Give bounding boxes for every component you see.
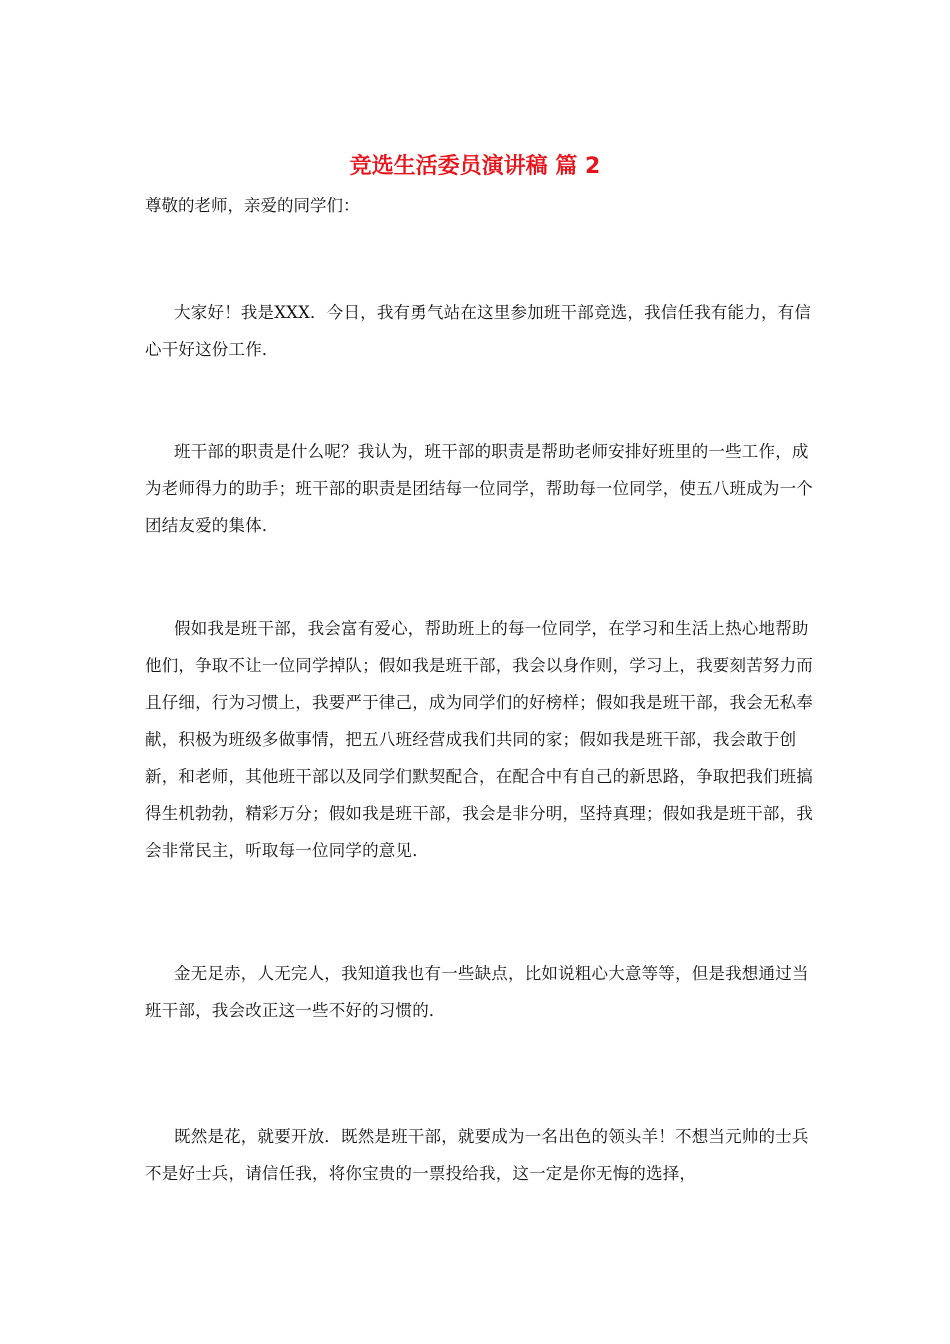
paragraph-1: 大家好！我是XXX．今日，我有勇气站在这里参加班干部竞选，我信任我有能力，有信心干好这份工作． bbox=[145, 303, 812, 359]
paragraph-3: 假如我是班干部，我会富有爱心，帮助班上的每一位同学，在学习和生活上热心地帮助他们，争取不让一位同学掉队；假如我是班干部，我会以身作则，学习上，我要刻苦努力而且仔细，行为习惯上，我要严于律己，成为同学们的好榜样；假如我是班干部，我会无私奉献，积极为班级多做事情，把五八班经营成我们共同的家；假如我是班干部，我会敢于创新，和老师，其他班干部以及同学们默契配合，在配合中有自己的新思路，争取把我们班搞得生机勃勃，精彩万分；假如我是班干部，我会是非分明，坚持真理；假如我是班干部，我会非常民主，听取每一位同学的意见． bbox=[145, 619, 813, 860]
paragraph-4: 金无足赤，人无完人，我知道我也有一些缺点，比如说粗心大意等等，但是我想通过当班干部，我会改正这一些不好的习惯的． bbox=[145, 964, 809, 1020]
greeting-line: 尊敬的老师，亲爱的同学们： bbox=[145, 196, 360, 215]
paragraph-2: 班干部的职责是什么呢？我认为，班干部的职责是帮助老师安排好班里的一些工作，成为老师得力的助手；班干部的职责是团结每一位同学，帮助每一位同学，使五八班成为一个团结友爱的集体． bbox=[145, 442, 813, 535]
document-title: 竞选生活委员演讲稿 篇 2 bbox=[349, 154, 601, 179]
paragraph-5: 既然是花，就要开放．既然是班干部，就要成为一名出色的领头羊！不想当元帅的士兵不是好士兵，请信任我，将你宝贵的一票投给我，这一定是你无悔的选择， bbox=[145, 1127, 809, 1183]
